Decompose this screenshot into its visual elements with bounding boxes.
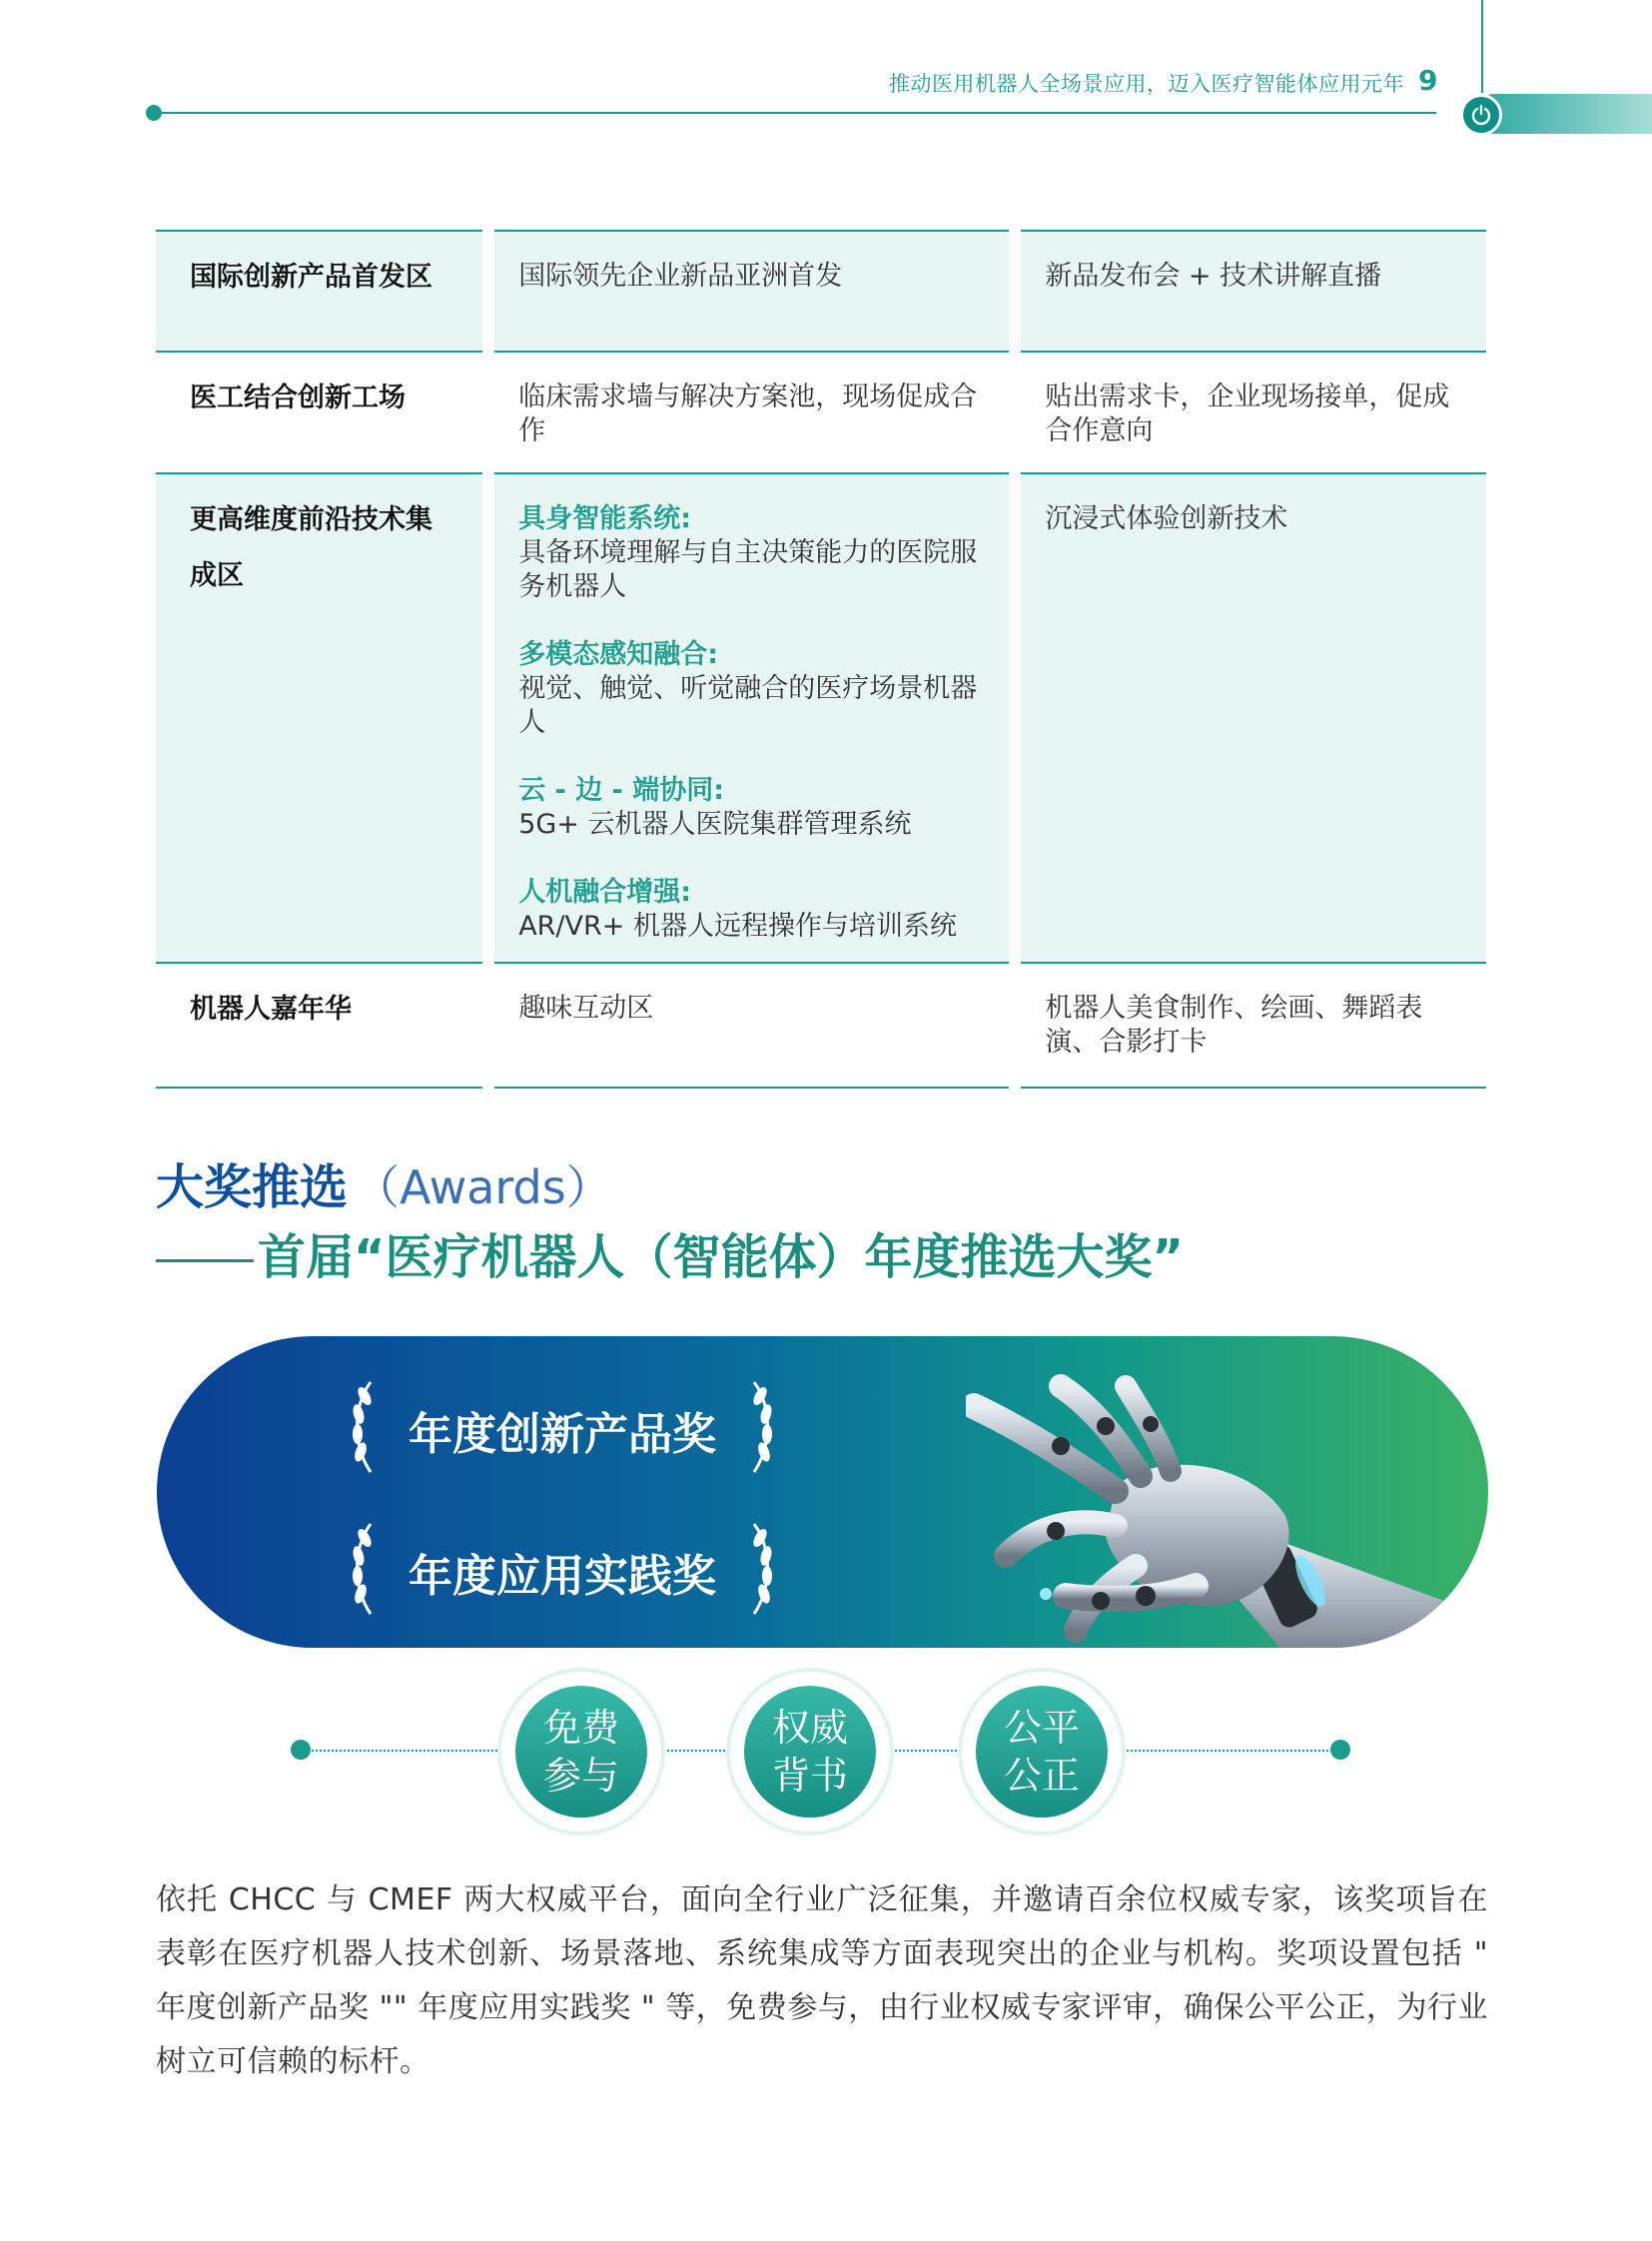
format-cell: 贴出需求卡，企业现场接单，促成合作意向 [1021,351,1486,472]
feature-item [518,774,985,842]
header-title: 推动医用机器人全场景应用，迈入医疗智能体应用元年 [889,72,1404,96]
table-row [156,351,1486,472]
zone-cell: 更高维度前沿技术集成区 [156,472,482,962]
laurel-icon [343,1376,383,1476]
feature-item [518,502,985,604]
badge-free [501,1672,661,1832]
feature-title: 多模态感知融合: [518,639,719,670]
format-cell: 机器人美食制作、绘画、舞蹈表演、合影打卡 [1021,962,1486,1089]
feature-item [518,876,985,944]
events-table [156,230,1486,1089]
laurel-icon [343,1518,383,1618]
table-row [156,472,1486,962]
feature-desc: 视觉、触觉、听觉融合的医疗场景机器人 [518,673,978,738]
page-number: 9 [1418,64,1438,97]
badge-line: 背书 [771,1754,848,1798]
format-cell: 新品发布会 + 技术讲解直播 [1021,230,1486,351]
connector-dot [291,1740,311,1760]
feature-desc: AR/VR+ 机器人远程操作与培训系统 [518,911,957,942]
award-item [343,1518,782,1618]
table-row [156,230,1486,351]
awards-title [156,1148,612,1217]
feature-item [518,638,985,740]
feature-title: 人机融合增强: [518,877,692,908]
award-item [343,1376,782,1476]
awards-title-cn: 大奖推选 [156,1159,349,1215]
header-rule [154,112,1436,114]
badge-line: 公正 [1003,1754,1080,1798]
content-cell: 国际领先企业新品亚洲首发 [494,230,1009,351]
feature-desc: 5G+ 云机器人医院集群管理系统 [518,809,912,840]
badge-fair [962,1672,1122,1832]
awards-description: 依托 CHCC 与 CMEF 两大权威平台，面向全行业广泛征集，并邀请百余位权威专家，该奖项旨在表彰在医疗机器人技术创新、场景落地、系统集成等方面表现突出的企业与机构。奖项设置包括 " 年度创新产品奖 "" 年度应用实践奖 " 等，免费参与，由行业权威专家评审，确保公平公正，为行业树立可信赖的标杆。 [156,1882,1488,2079]
award-label: 年度创新产品奖 [409,1409,716,1460]
badge-line: 权威 [771,1706,848,1750]
format-cell: 沉浸式体验创新技术 [1021,472,1486,962]
laurel-icon [742,1376,782,1476]
power-icon [1460,94,1502,136]
table-row [156,962,1486,1089]
connector-dot [1330,1740,1350,1760]
content-cell: 临床需求墙与解决方案池，现场促成合作 [494,351,1009,472]
awards-banner [157,1336,1488,1648]
subtitle-dash [156,1259,254,1262]
badge-authority [730,1672,890,1832]
feature-title: 云 - 边 - 端协同: [518,775,725,806]
awards-subtitle [156,1218,1184,1287]
laurel-icon [742,1518,782,1618]
content-cell: 趣味互动区 [494,962,1009,1089]
zone-cell: 国际创新产品首发区 [156,230,482,351]
zone-cell: 机器人嘉年华 [156,962,482,1089]
awards-subtitle-text: 首届“医疗机器人（智能体）年度推选大奖” [258,1229,1185,1285]
award-label: 年度应用实践奖 [409,1551,716,1602]
zone-cell: 医工结合创新工场 [156,351,482,472]
badge-line: 参与 [542,1754,619,1798]
awards-title-en: （Awards） [354,1160,612,1214]
content-cell [494,472,1009,962]
feature-desc: 具备环境理解与自主决策能力的医院服务机器人 [518,537,978,602]
badge-line: 免费 [542,1706,619,1750]
header-divider-vertical [1481,0,1483,93]
feature-title: 具身智能系统: [518,503,692,534]
robot-hand-image [966,1366,1485,1648]
badge-line: 公平 [1003,1706,1080,1750]
